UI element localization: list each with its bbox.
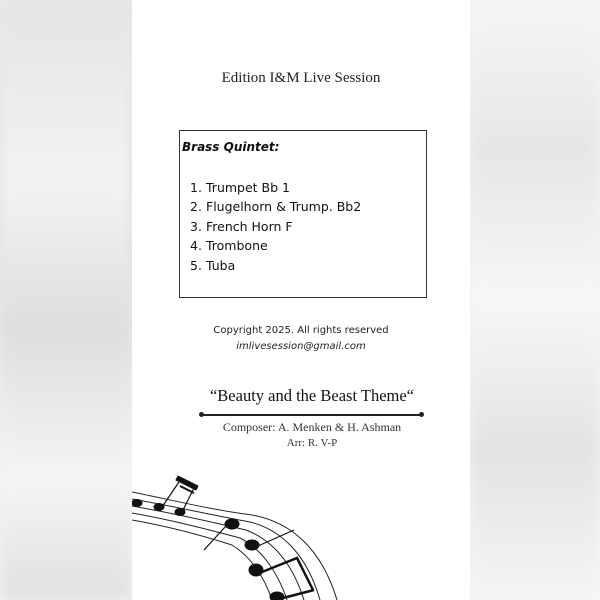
instrument-list <box>190 178 361 275</box>
list-item: 2. Flugelhorn & Trump. Bb2 <box>190 199 362 215</box>
edition-title: Edition I&M Live Session <box>221 70 381 86</box>
arranger-credit: Arr: R. V-P <box>286 437 338 449</box>
instrument-name: Trombone <box>206 238 268 254</box>
instrumentation-box <box>179 130 427 298</box>
contact-email: imlivesession@gmail.com <box>236 341 366 352</box>
blurred-background-right <box>470 0 600 600</box>
list-item: 1. Trumpet Bb 1 <box>190 180 290 195</box>
blurred-background-left <box>0 0 132 600</box>
instrument-name: Tuba <box>206 257 236 273</box>
music-staff-illustration-icon <box>132 470 470 600</box>
instrument-name: French Horn F <box>206 218 293 234</box>
list-item: 4. Trombone <box>190 238 268 254</box>
composer-credit: Composer: A. Menken & H. Ashman <box>222 420 402 434</box>
list-item: 5. Tuba <box>190 257 236 273</box>
piece-title: “Beauty and the Beast Theme“ <box>209 386 415 405</box>
score-cover-page <box>132 0 470 600</box>
instrument-name: Trumpet Bb 1 <box>206 180 290 195</box>
instrument-name: Flugelhorn & Trump. Bb2 <box>206 199 362 215</box>
ensemble-title: Brass Quintet: <box>182 140 280 154</box>
list-item: 3. French Horn F <box>190 218 293 234</box>
copyright-notice: Copyright 2025. All rights reserved <box>213 325 389 336</box>
divider <box>201 414 422 416</box>
